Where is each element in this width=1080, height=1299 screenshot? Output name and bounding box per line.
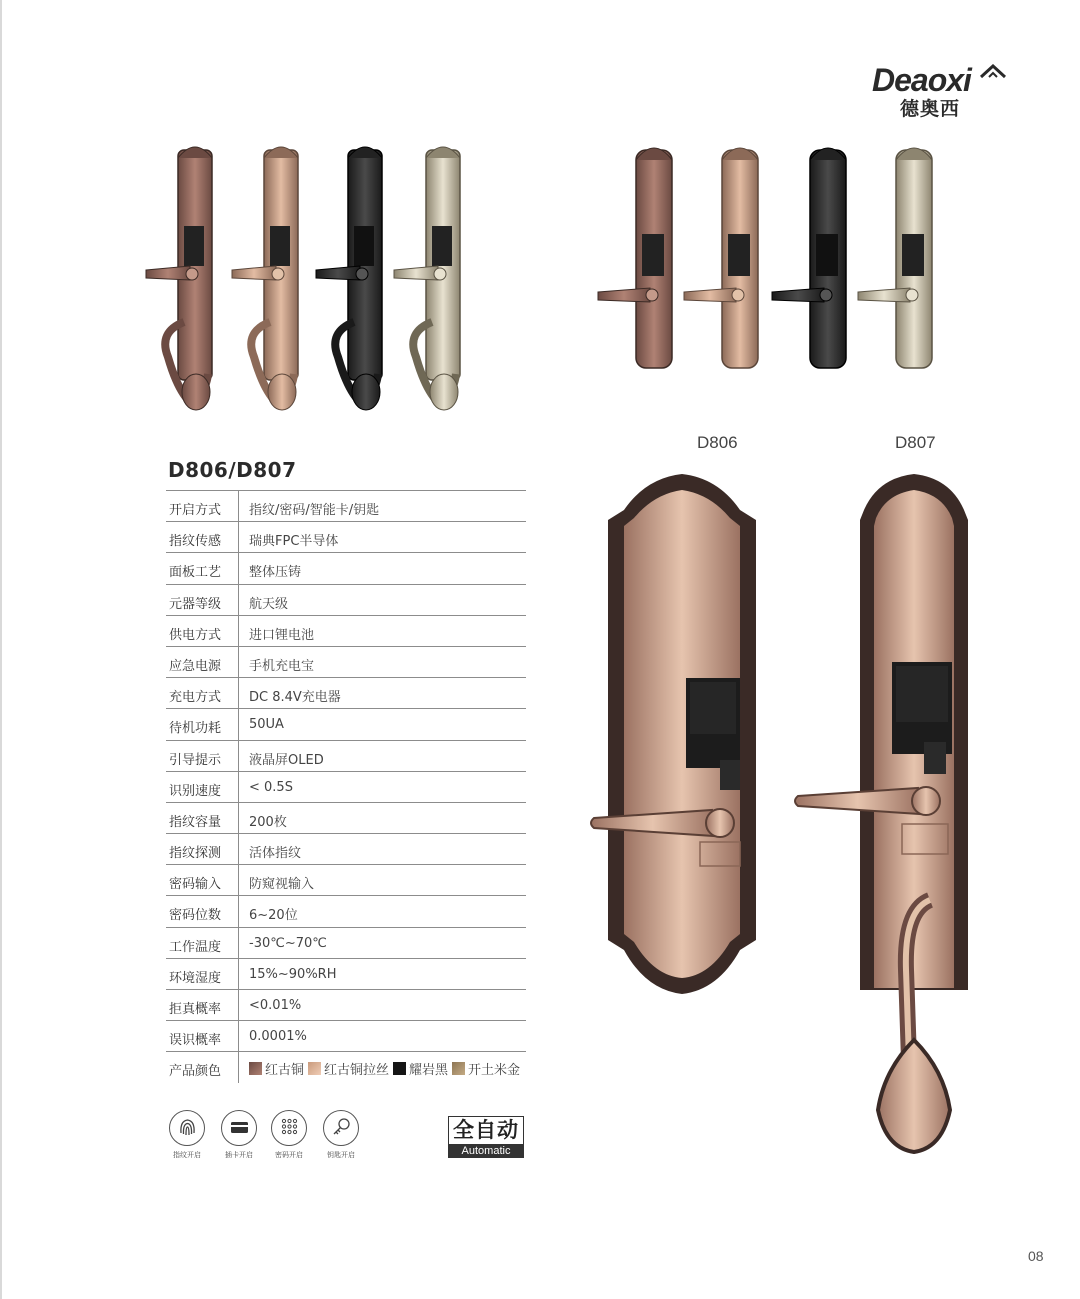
spec-label: 指纹容量	[169, 814, 222, 830]
page-number: 08	[1028, 1248, 1044, 1264]
feature-label: 插卡开启	[225, 1151, 253, 1159]
spec-row	[166, 771, 526, 802]
spec-label: 开启方式	[169, 503, 222, 518]
lock-variants-plain-image	[596, 142, 946, 377]
spec-label: 误识概率	[169, 1033, 222, 1049]
lock-variants-handle-image	[140, 142, 470, 417]
spec-row	[166, 1020, 526, 1051]
spec-label: 待机功耗	[169, 721, 222, 737]
model-label-d807: D807	[895, 433, 936, 452]
spec-label: 充电方式	[169, 690, 222, 706]
spec-row	[166, 833, 526, 864]
spec-label: 指纹传感	[169, 534, 222, 550]
brand-name-en: Deaoxi	[872, 62, 971, 98]
spec-row	[166, 490, 526, 521]
feature-key	[314, 1110, 368, 1160]
feature-label: 钥匙开启	[327, 1151, 355, 1159]
spec-row	[166, 802, 526, 833]
spec-value: -30℃~70℃	[249, 935, 327, 951]
spec-value: 液晶屏OLED	[249, 752, 324, 768]
spec-value: 航天级	[249, 596, 289, 612]
spec-label: 密码位数	[169, 908, 222, 924]
lock-variants-handle-group	[140, 142, 470, 421]
color-options	[249, 1059, 524, 1078]
brand-logo	[872, 62, 1007, 122]
spec-label: 面板工艺	[169, 565, 222, 581]
spec-value: 整体压铸	[249, 565, 302, 581]
spec-row	[166, 864, 526, 895]
spec-row	[166, 677, 526, 708]
card-icon	[221, 1110, 257, 1146]
spec-value: <0.01%	[249, 998, 302, 1013]
spec-label: 产品颜色	[169, 1064, 222, 1080]
model-label-d806: D806	[697, 433, 738, 452]
lock-d807-large	[794, 470, 974, 1159]
lock-d807-large-image	[794, 470, 974, 1155]
spec-label: 识别速度	[169, 783, 222, 799]
spec-value: 15%~90%RH	[249, 966, 337, 982]
spec-row	[166, 989, 526, 1020]
spec-row	[166, 958, 526, 989]
feature-card	[212, 1110, 266, 1160]
spec-label: 工作温度	[169, 939, 222, 955]
spec-value: 指纹/密码/智能卡/钥匙	[249, 503, 380, 518]
spec-label: 指纹探测	[169, 846, 222, 862]
automatic-badge	[448, 1116, 524, 1158]
key-icon	[323, 1110, 359, 1146]
model-title: D806/D807	[168, 458, 297, 482]
feature-fingerprint	[160, 1110, 214, 1160]
color-swatch	[452, 1062, 465, 1075]
feature-label: 密码开启	[275, 1151, 303, 1159]
spec-table	[166, 490, 526, 1083]
spec-row	[166, 552, 526, 583]
spec-row-colors	[166, 1051, 526, 1082]
spec-row	[166, 646, 526, 677]
color-name: 耀岩黑	[409, 1063, 449, 1079]
automatic-badge-cn: 全自动	[449, 1117, 523, 1144]
feature-label: 指纹开启	[173, 1151, 201, 1159]
lock-variants-plain-group	[596, 142, 946, 381]
spec-value: < 0.5S	[249, 779, 293, 795]
spec-value: 瑞典FPC半导体	[249, 534, 339, 550]
spec-value: 活体指纹	[249, 846, 302, 862]
spec-value: 50UA	[249, 717, 284, 733]
spec-row	[166, 521, 526, 552]
color-name: 开土米金	[468, 1063, 521, 1079]
spec-row	[166, 708, 526, 739]
brand-name-cn: 德奥西	[900, 98, 961, 120]
spec-label: 环境湿度	[169, 970, 222, 986]
spec-value: 手机充电宝	[249, 658, 315, 674]
color-name: 红古铜	[265, 1063, 305, 1079]
spec-row	[166, 895, 526, 926]
spec-row	[166, 927, 526, 958]
color-swatch	[393, 1062, 406, 1075]
spec-value: 200枚	[249, 814, 287, 830]
spec-label: 元器等级	[169, 596, 222, 612]
roof-icon	[980, 64, 1006, 82]
spec-value: 进口锂电池	[249, 627, 315, 643]
spec-value: 6~20位	[249, 908, 298, 924]
color-name: 红古铜拉丝	[324, 1063, 390, 1079]
spec-label: 拒真概率	[169, 1002, 222, 1017]
fingerprint-icon	[169, 1110, 205, 1146]
spec-row	[166, 584, 526, 615]
spec-label: 密码输入	[169, 877, 222, 893]
spec-label: 应急电源	[169, 658, 222, 674]
feature-keypad	[262, 1110, 316, 1160]
spec-row	[166, 740, 526, 771]
page-edge-rule	[0, 0, 2, 1299]
spec-value: 0.0001%	[249, 1029, 307, 1045]
spec-value: 防窥视输入	[249, 877, 315, 893]
color-swatch	[249, 1062, 262, 1075]
keypad-icon	[271, 1110, 307, 1146]
lock-d806-large-image	[590, 470, 770, 998]
spec-value: DC 8.4V充电器	[249, 690, 341, 706]
color-swatch	[308, 1062, 321, 1075]
lock-d806-large	[590, 470, 770, 1002]
spec-label: 供电方式	[169, 627, 222, 643]
spec-label: 引导提示	[169, 752, 222, 768]
automatic-badge-en: Automatic	[449, 1144, 523, 1158]
spec-row	[166, 615, 526, 646]
